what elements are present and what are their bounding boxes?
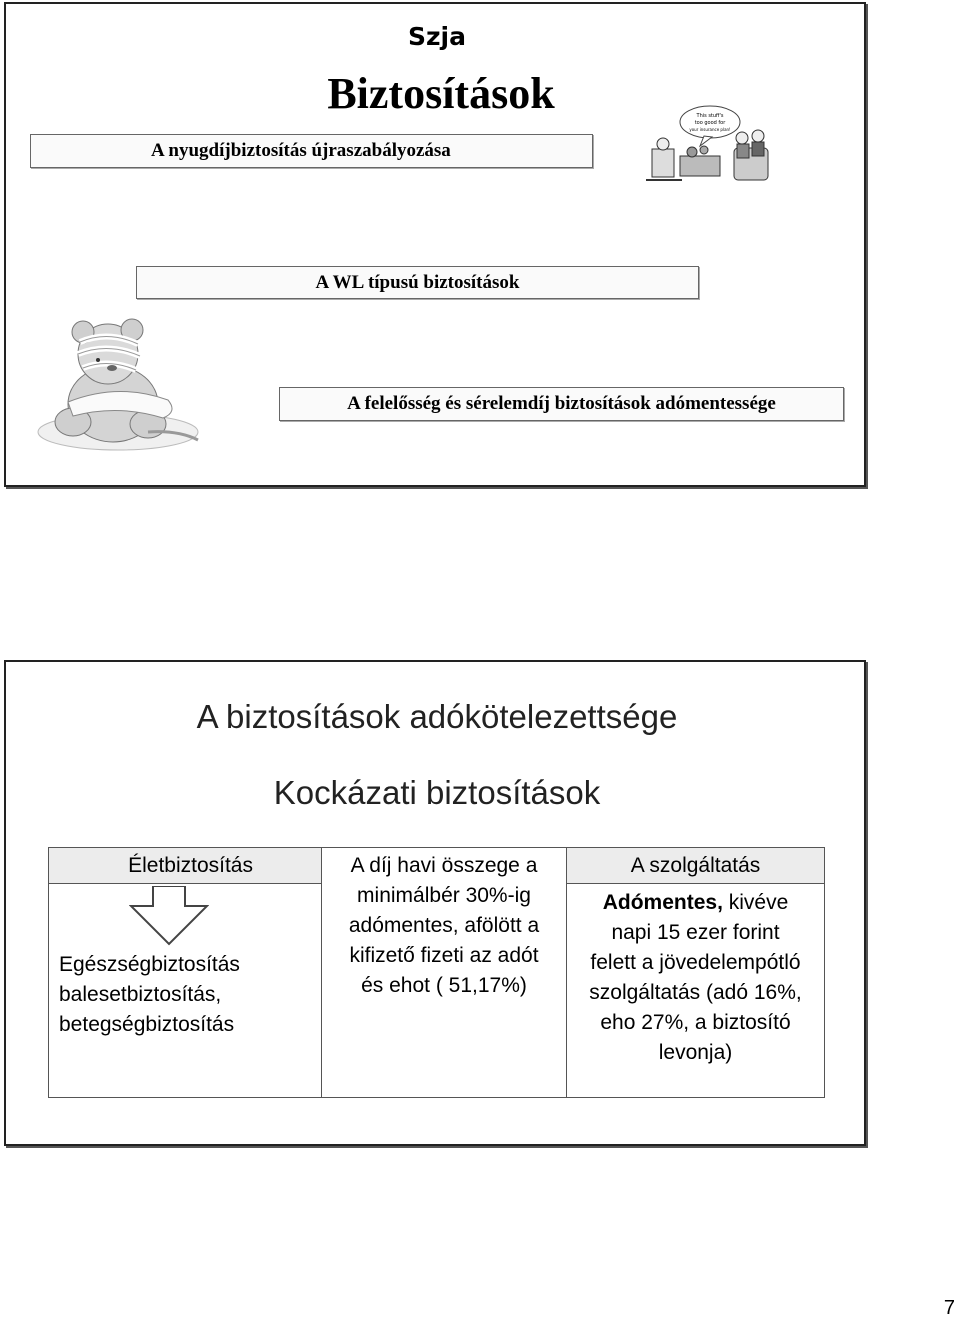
text-line: felett a jövedelempótló [590, 951, 801, 974]
text-line: kifizető fizeti az adót [349, 944, 539, 967]
text-line: adómentes, afölött a [348, 914, 540, 937]
slide-title-small: Szja [408, 22, 466, 51]
topic-bar-label: A nyugdíjbiztosítás újraszabályozása [151, 140, 451, 161]
text-line [567, 888, 824, 918]
text-line: szolgáltatás (adó 16%, [589, 981, 802, 1004]
text-line: balesetbiztosítás, [59, 983, 222, 1006]
cartoon-bubble-line: too good for [694, 120, 726, 126]
table-column-premium [322, 848, 567, 1097]
column-body [567, 888, 824, 1068]
cartoon-bubble-line: your insurance plan! [689, 127, 731, 132]
column-header: A szolgáltatás [567, 848, 824, 884]
down-arrow-icon [129, 886, 209, 946]
cartoon-bubble-line: This stuff's [696, 113, 724, 119]
topic-bar-pension [30, 134, 593, 168]
tax-table [48, 847, 825, 1098]
bandaged-teddy-image [28, 312, 206, 462]
slide-title: A biztosítások adókötelezettsége [196, 698, 678, 735]
text-line: levonja) [658, 1041, 733, 1064]
text-line: napi 15 ezer forint [611, 921, 780, 944]
text-line: Egészségbiztosítás [59, 953, 240, 976]
slide-1 [4, 2, 866, 487]
text-line: A díj havi összege a [350, 854, 538, 877]
topic-bar-label: A WL típusú biztosítások [315, 271, 520, 293]
column-body [59, 950, 240, 1040]
column-body [322, 851, 566, 1001]
topic-bar-liability [279, 387, 844, 421]
bold-text: Adómentes, [602, 891, 723, 914]
page-number: 7 [943, 1297, 955, 1319]
column-header: Életbiztosítás [49, 848, 321, 884]
slide-2 [4, 660, 866, 1146]
text-line: és ehot ( 51,17%) [361, 974, 527, 997]
table-column-life [49, 848, 322, 1097]
cartoon-image [642, 104, 776, 186]
slide-title: Biztosítások [327, 69, 555, 118]
topic-bar-wl [136, 266, 699, 299]
text-line: eho 27%, a biztosító [600, 1011, 791, 1034]
slide-subtitle: Kockázati biztosítások [273, 774, 601, 811]
table-column-service [567, 848, 824, 1097]
text-line: betegségbiztosítás [59, 1013, 235, 1036]
text-line: minimálbér 30%-ig [357, 884, 531, 907]
text-fragment: kivéve [722, 891, 789, 914]
topic-bar-label: A felelősség és sérelemdíj biztosítások adómentessége [347, 393, 776, 414]
